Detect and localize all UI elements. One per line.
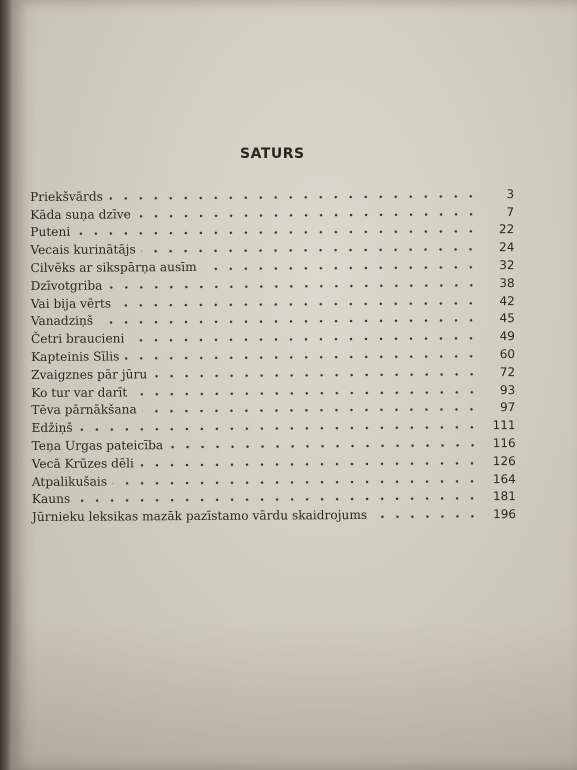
- toc-entry-page: 164: [492, 471, 516, 486]
- toc-entry-title: Teņa Urgas pateicība: [31, 438, 164, 453]
- dot-leader: [99, 319, 479, 325]
- toc-entry-title: Vecā Krūzes dēli: [31, 456, 134, 471]
- dot-leader: [143, 408, 480, 414]
- toc-entry-title: Jūrnieku leksikas mazāk pazīstamo vārdu skaidrojums: [31, 508, 368, 525]
- dot-leader: [142, 247, 479, 253]
- dot-leader: [125, 354, 479, 360]
- toc-entry-title: Priekšvārds: [30, 189, 103, 204]
- toc-entry-title: Zvaigznes pār jūru: [31, 367, 148, 382]
- dot-leader: [76, 230, 478, 236]
- dot-leader: [137, 212, 478, 218]
- dot-leader: [153, 372, 479, 378]
- toc-entry-title: Ko tur var darīt: [31, 384, 128, 400]
- dot-leader: [76, 497, 480, 503]
- contents-heading: SATURS: [240, 146, 305, 162]
- toc-entry-page: 60: [499, 347, 516, 362]
- toc-entry-title: Cilvēks ar sikspārņa ausīm: [30, 259, 197, 275]
- toc-entry-title: Atpalikušais: [31, 474, 108, 489]
- dot-leader: [117, 301, 479, 307]
- toc-entry-page: 97: [500, 400, 516, 415]
- toc-entry-page: 93: [499, 382, 516, 397]
- toc-entry-page: 45: [499, 311, 515, 326]
- toc-entry-title: Vanadziņš: [30, 313, 94, 329]
- toc-entry-page: 126: [492, 453, 516, 468]
- dot-leader: [109, 194, 478, 200]
- toc-entry-title: Dzīvotgriba: [30, 278, 103, 293]
- toc-entry-title: Kapteinis Sīlis: [31, 349, 120, 364]
- toc-entry-title: Edžiņš: [31, 420, 73, 436]
- toc-entry-page: 196: [493, 507, 517, 522]
- toc-entry-page: 111: [492, 418, 516, 433]
- toc-entry-page: 49: [499, 329, 515, 344]
- table-of-contents: [30, 183, 516, 524]
- toc-entry-title: Kauns: [31, 492, 71, 507]
- dot-leader: [203, 265, 479, 271]
- dot-leader: [140, 461, 480, 467]
- toc-entry-title: Tēva pārnākšana: [31, 402, 137, 418]
- toc-entry-page: 7: [506, 204, 515, 219]
- toc-entry-title: Četri braucieni: [30, 331, 125, 347]
- toc-entry-page: 3: [506, 186, 515, 201]
- toc-entry-page: 42: [499, 293, 515, 308]
- dot-leader: [108, 283, 478, 289]
- toc-entry-page: 24: [499, 240, 515, 255]
- dot-leader: [130, 336, 479, 342]
- dot-leader: [373, 514, 480, 519]
- dot-leader: [169, 443, 479, 449]
- toc-entry-page: 116: [492, 435, 516, 451]
- toc-entry-title: Vecais kurinātājs: [30, 242, 136, 258]
- dot-leader: [79, 425, 480, 431]
- toc-entry-page: 72: [499, 364, 516, 379]
- toc-entry-title: Puteni: [30, 225, 71, 240]
- dot-leader: [133, 390, 479, 396]
- toc-entry-page: 22: [498, 222, 515, 237]
- toc-entry: [32, 503, 516, 524]
- toc-entry-title: Kāda suņa dzīve: [30, 206, 131, 222]
- toc-entry-page: 32: [499, 258, 515, 273]
- toc-entry-title: Vai bija vērts: [30, 296, 112, 311]
- toc-entry-page: 181: [492, 489, 516, 504]
- dot-leader: [113, 479, 480, 485]
- toc-entry-page: 38: [499, 275, 515, 290]
